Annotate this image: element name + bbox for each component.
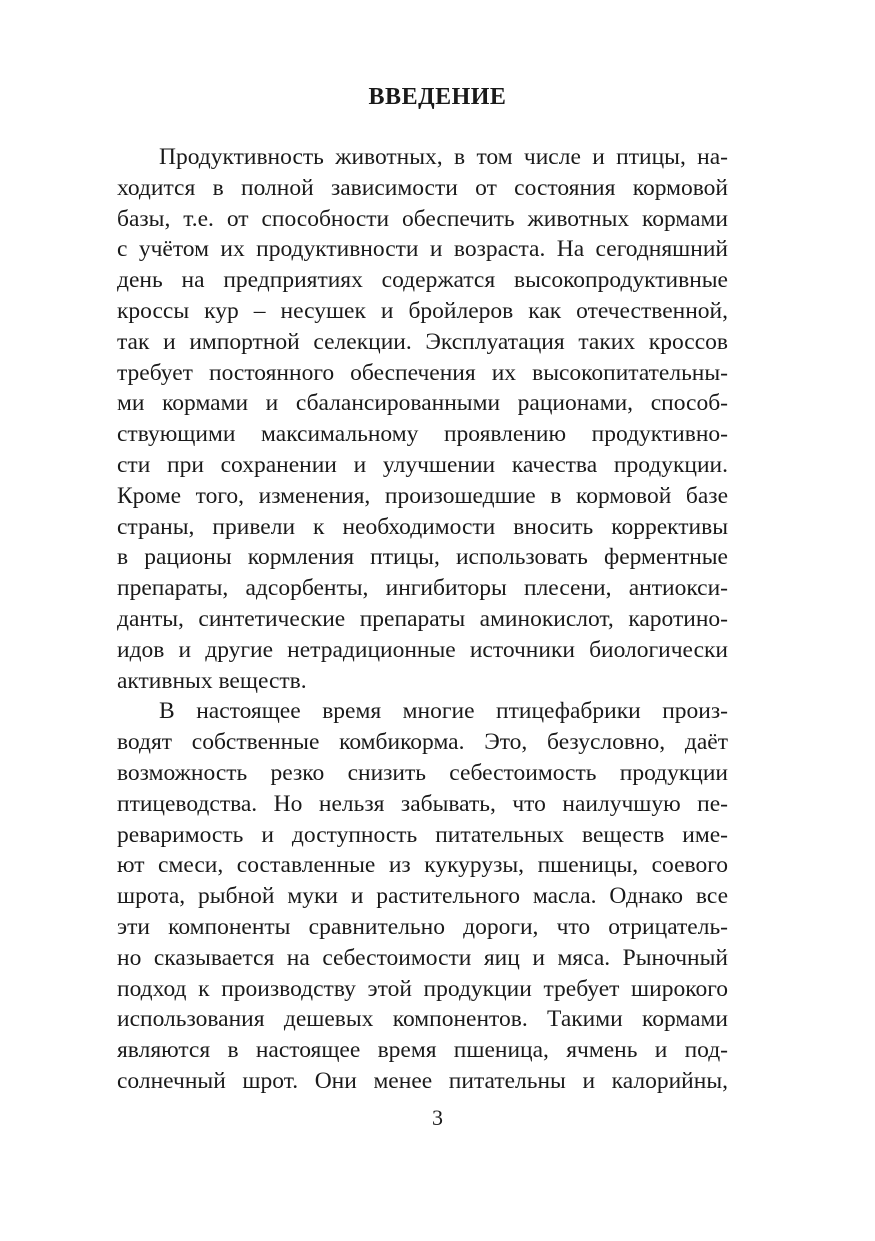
body-text <box>117 142 728 1097</box>
text-line: требует постоянного обеспечения их высокопитательны- <box>117 359 728 386</box>
text-line: но сказывается на себестоимости яиц и мяса. Рыночный <box>117 944 728 971</box>
text-line: так и импортной селекции. Эксплуатация таких кроссов <box>117 328 728 355</box>
text-line: солнечный шрот. Они менее питательны и калорийны, <box>117 1067 728 1094</box>
page-title: ВВЕДЕНИЕ <box>368 84 507 110</box>
text-line: сти при сохранении и улучшении качества продукции. <box>117 451 728 478</box>
text-line: Кроме того, изменения, произошедшие в кормовой базе <box>117 482 728 509</box>
text-line: кроссы кур – несушек и бройлеров как отечественной, <box>117 297 728 324</box>
paragraph <box>117 142 728 696</box>
text-line: препараты, адсорбенты, ингибиторы плесени, антиокси- <box>117 575 728 602</box>
text-line: с учётом их продуктивности и возраста. На сегодняшний <box>117 236 728 263</box>
text-line: водят собственные комбикорма. Это, безусловно, даёт <box>117 729 728 756</box>
text-line: данты, синтетические препараты аминокислот, каротино- <box>117 605 728 632</box>
text-line: ствующими максимальному проявлению продуктивно- <box>117 421 728 448</box>
text-line: подход к производству этой продукции требует широкого <box>117 975 728 1002</box>
text-line: Продуктивность животных, в том числе и птицы, на- <box>159 144 728 170</box>
text-line: эти компоненты сравнительно дороги, что отрицатель- <box>117 913 728 940</box>
text-line: день на предприятиях содержатся высокопродуктивные <box>117 267 728 294</box>
text-line: ют смеси, составленные из кукурузы, пшеницы, соевого <box>117 852 728 879</box>
text-line: базы, т.е. от способности обеспечить животных кормами <box>117 205 728 232</box>
paragraph <box>117 696 728 1096</box>
text-line: ходится в полной зависимости от состояния кормовой <box>117 174 728 201</box>
text-line: возможность резко снизить себестоимость продукции <box>117 759 728 786</box>
text-line: являются в настоящее время пшеница, ячмень и под- <box>117 1037 728 1064</box>
page-number: 3 <box>432 1105 443 1130</box>
text-line: ми кормами и сбалансированными рационами, способ- <box>117 390 728 417</box>
text-line: шрота, рыбной муки и растительного масла. Однако все <box>117 883 728 910</box>
text-line: В настоящее время многие птицефабрики произ- <box>159 698 728 725</box>
text-line: идов и другие нетрадиционные источники биологически <box>117 636 728 663</box>
text-line: страны, привели к необходимости вносить коррективы <box>117 513 728 540</box>
text-line: птицеводства. Но нельзя забывать, что наилучшую пе- <box>117 790 728 817</box>
text-line: реваримость и доступность питательных веществ име- <box>117 821 728 848</box>
text-line: использования дешевых компонентов. Такими кормами <box>117 1006 728 1033</box>
text-line: активных веществ. <box>117 667 307 694</box>
text-line: в рационы кормления птицы, использовать ферментные <box>117 544 728 571</box>
